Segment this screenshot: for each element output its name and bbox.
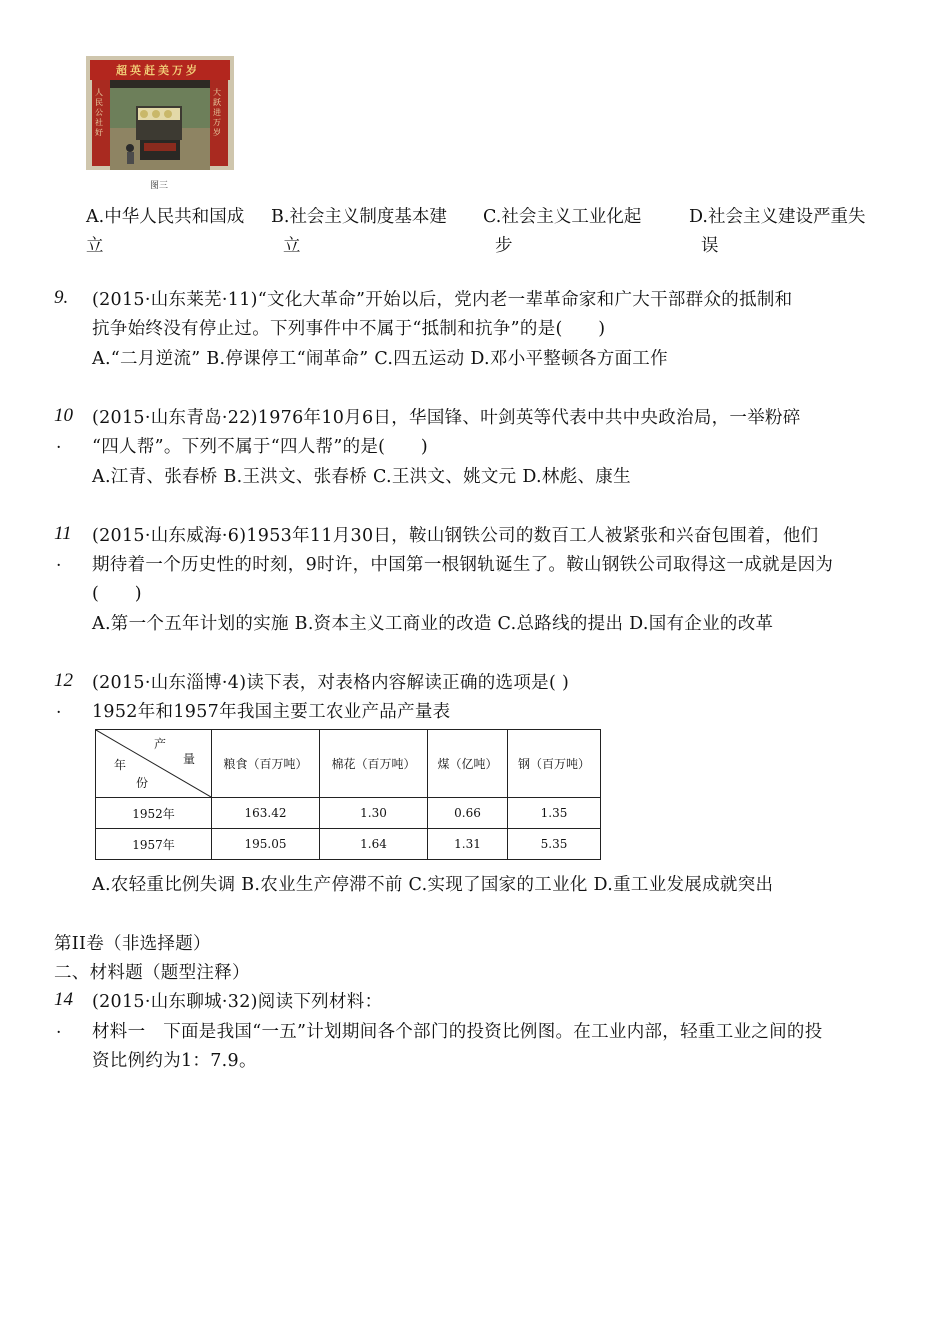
option-letter: D. [689,207,708,227]
q12-number-dot: . [56,698,62,718]
table-cell: 0.66 [428,798,508,829]
q12-number: 12 [54,670,73,691]
q8-option-d [689,203,909,261]
q10-number: 10 [54,405,73,426]
q11-number-dot: . [56,551,62,571]
table-cell: 1.31 [428,829,508,860]
q14-number-dot: . [56,1018,62,1038]
option-text-line2: 误 [701,236,719,256]
q11-stem-line1: (2015·山东威海·6)1953年11月30日，鞍山钢铁公司的数百工人被紧张和兴奋包围着，他们 [92,526,819,546]
table-row [96,829,601,860]
option-text-line2: 立 [86,236,104,256]
q10-number-dot: . [56,433,62,453]
table-corner-cell [96,730,212,798]
poster-sign-left: 人民公社好 [95,88,103,137]
q9-number: 9. [54,287,69,308]
q14-stem-line1: (2015·山东聊城·32)阅读下列材料： [92,992,383,1012]
volume-heading: 第II卷（非选择题） [54,934,211,954]
q8-option-c [483,203,703,261]
q9-stem-line2: 抗争始终没有停止过。下列事件中不属于“抵制和抗争”的是( ) [92,319,606,339]
q8-option-a [86,203,286,261]
poster-illustration [86,56,234,170]
q11-stem-line3: ( ) [92,584,142,604]
q11-stem-line2: 期待着一个历史性的时刻，9时许，中国第一根钢轨诞生了。鞍山钢铁公司取得这一成就是因为 [92,555,834,575]
table-cell: 5.35 [508,829,601,860]
part-heading: 二、材料题（题型注释） [54,963,250,983]
q8-option-b [271,203,491,261]
table-header-cell: 钢（百万吨） [508,730,601,798]
q9-options: A.“二月逆流” B.停课停工“闹革命” C.四五运动 D.邓小平整顿各方面工作 [92,349,668,369]
option-letter: B. [271,207,290,227]
table-header-cell: 棉花（百万吨） [320,730,428,798]
table-cell: 163.42 [212,798,320,829]
poster-sign-right: 大跃进万岁 [213,88,221,137]
corner-label-right: 量 [183,752,196,766]
q14-number: 14 [54,989,73,1010]
table-year-cell: 1957年 [96,829,212,860]
q11-number: 11 [54,523,72,544]
table-header-cell: 粮食（百万吨） [212,730,320,798]
q12-options: A.农轻重比例失调 B.农业生产停滞不前 C.实现了国家的工业化 D.重工业发展成就突出 [92,875,774,895]
q12-stem-line1: (2015·山东淄博·4)读下表，对表格内容解读正确的选项是( ) [92,673,570,693]
table-cell: 1.30 [320,798,428,829]
option-letter: C. [483,207,502,227]
table-header-cell: 煤（亿吨） [428,730,508,798]
option-text-line2: 立 [283,236,301,256]
option-text-line1: 社会主义工业化起 [501,207,642,227]
q14-stem-line3: 资比例约为1：7.9。 [92,1051,257,1071]
option-text-line1: 社会主义制度基本建 [289,207,447,227]
option-text-line2: 步 [495,236,513,256]
q14-stem-line2: 材料一 下面是我国“一五”计划期间各个部门的投资比例图。在工业内部，轻重工业之间的投 [92,1022,823,1042]
table-cell: 1.64 [320,829,428,860]
corner-label-top: 产 [154,737,167,751]
production-table [95,729,601,860]
q10-stem-line1: (2015·山东青岛·22)1976年10月6日，华国锋、叶剑英等代表中共中央政治局，一举粉碎 [92,408,801,428]
figure-caption: 图三 [150,181,169,191]
q12-table-title: 1952年和1957年我国主要工农业产品产量表 [92,702,451,722]
q11-options: A.第一个五年计划的实施 B.资本主义工商业的改造 C.总路线的提出 D.国有企业的改革 [92,614,774,634]
table-cell: 195.05 [212,829,320,860]
poster-banner: 超英赶美万岁 [116,64,200,77]
option-text-line1: 中华人民共和国成 [104,207,245,227]
table-cell: 1.35 [508,798,601,829]
option-text-line1: 社会主义建设严重失 [707,207,866,227]
q9-stem-line1: (2015·山东莱芜·11)“文化大革命”开始以后，党内老一辈革命家和广大干部群众的抵制和 [92,290,793,310]
option-letter: A. [86,207,105,227]
q10-stem-line2: “四人帮”。下列不属于“四人帮”的是( ) [92,437,429,457]
q10-options: A.江青、张春桥 B.王洪文、张春桥 C.王洪文、姚文元 D.林彪、康生 [92,467,631,487]
corner-label-bottom: 份 [136,776,149,790]
table-row [96,798,601,829]
corner-label-left: 年 [114,758,127,772]
table-year-cell: 1952年 [96,798,212,829]
table-header-row [96,730,601,798]
